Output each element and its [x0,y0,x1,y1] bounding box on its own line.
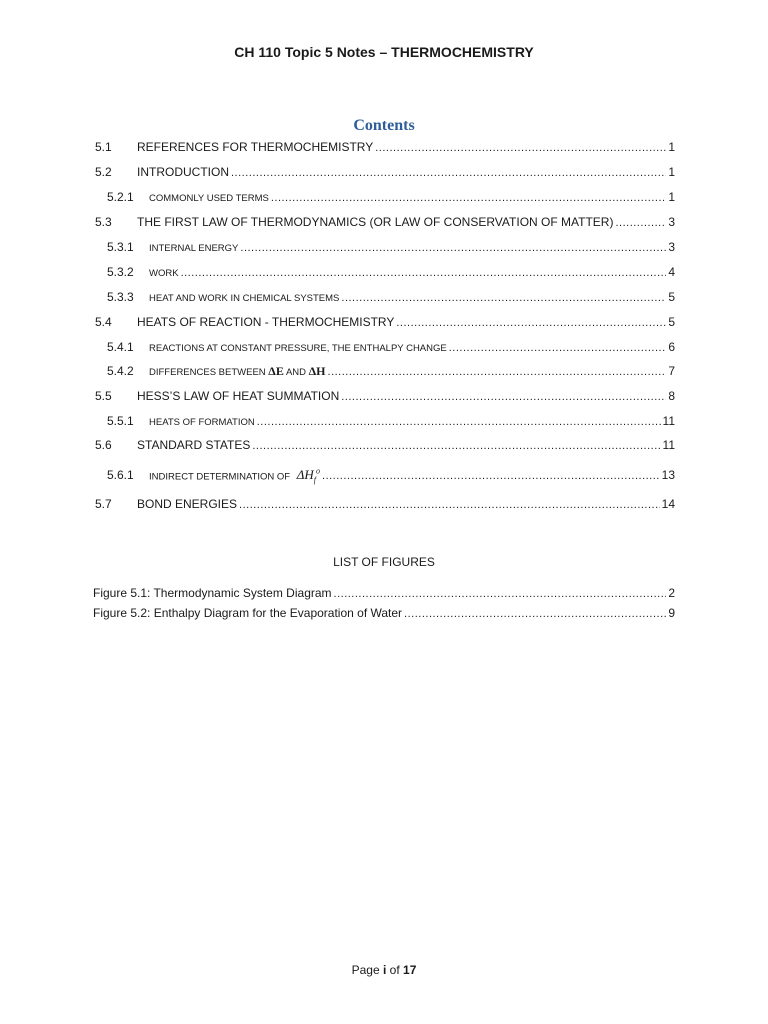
toc-number: 5.4.1 [107,340,134,354]
toc-leader [239,499,660,511]
toc-entry-5-7[interactable] [93,497,675,515]
toc-number: 5.2.1 [107,190,134,204]
toc-title: HESS’S LAW OF HEAT SUMMATION [137,389,340,403]
toc-number: 5.3.1 [107,240,134,254]
toc-leader [231,167,666,179]
toc-page: 7 [668,364,675,378]
toc-title-text: INDIRECT DETERMINATION OF [149,471,291,483]
toc-title: COMMONLY USED TERMS [149,193,269,204]
toc-title: REACTIONS AT CONSTANT PRESSURE, THE ENTHALPY CHANGE [149,343,447,354]
toc-leader [396,317,666,329]
toc-leader [257,416,661,428]
toc-title: REFERENCES FOR THERMOCHEMISTRY [137,140,374,154]
toc-leader [341,292,666,304]
toc-entry-5-6[interactable] [93,438,675,456]
delta-e-symbol: ΔE [268,364,284,378]
delta-h-formation-symbol: $\Delta H_f^o$ [296,467,321,485]
toc-page: 4 [668,265,675,279]
toc-entry-5-4-1[interactable] [93,340,675,358]
toc-title: WORK [149,268,179,279]
toc-entry-5-3-1[interactable] [93,240,675,258]
figure-page: 2 [668,586,675,600]
toc-number: 5.4.2 [107,364,134,378]
toc-leader [240,242,666,254]
figure-title: Figure 5.2: Enthalpy Diagram for the Evaporation of Water [93,606,403,620]
toc-number: 5.7 [95,497,112,511]
document-header: CH 110 Topic 5 Notes – THERMOCHEMISTRY [234,44,534,60]
toc-entry-5-2[interactable] [93,165,675,183]
figure-page: 9 [668,606,675,620]
footer-current-page: i [382,963,387,977]
toc-number: 5.5.1 [107,414,134,428]
toc-title: HEAT AND WORK IN CHEMICAL SYSTEMS [149,293,340,304]
toc-number: 5.2 [95,165,112,179]
toc-entry-5-6-1[interactable] [93,467,675,485]
toc-entry-5-2-1[interactable] [93,190,675,208]
toc-page: 14 [661,497,675,511]
toc-title: INTRODUCTION [137,165,229,179]
toc-entry-5-4-2[interactable] [93,364,675,382]
toc-entry-5-5-1[interactable] [93,414,675,432]
page-footer [0,963,768,977]
toc-page: 5 [668,315,675,329]
toc-leader [341,391,666,403]
toc-title: STANDARD STATES [137,438,251,452]
toc-entry-5-4[interactable] [93,315,675,333]
toc-leader [615,217,666,229]
toc-title: HEATS OF FORMATION [149,417,255,428]
toc-number: 5.5 [95,389,112,403]
toc-number: 5.3.3 [107,290,134,304]
toc-page: 1 [668,190,675,204]
toc-entry-5-5[interactable] [93,389,675,407]
delta-h-symbol: ΔH [308,364,326,378]
toc-entry-5-3-2[interactable] [93,265,675,283]
footer-prefix: Page [351,963,383,977]
footer-total-pages: 17 [403,963,417,977]
toc-page: 11 [662,438,675,452]
toc-leader [252,440,660,452]
figure-title: Figure 5.1: Thermodynamic System Diagram [93,586,332,600]
toc-leader [328,366,667,378]
toc-page: 1 [668,140,675,154]
toc-number: 5.6 [95,438,112,452]
toc-title: INTERNAL ENERGY [149,243,239,254]
toc-number: 5.4 [95,315,112,329]
toc-title-prefix: DIFFERENCES BETWEEN [149,367,266,378]
toc-title [149,467,320,485]
figure-leader [404,608,666,620]
toc-page: 13 [661,468,675,483]
toc-entry-5-3-3[interactable] [93,290,675,308]
figure-entry-5-2[interactable] [93,606,675,624]
toc-leader [322,470,660,482]
toc-leader [449,342,667,354]
toc-entry-5-1[interactable] [93,140,675,158]
toc-leader [375,142,666,154]
toc-page: 6 [668,340,675,354]
figure-entry-5-1[interactable] [93,586,675,604]
toc-page: 3 [668,215,675,229]
footer-middle: of [386,963,404,977]
toc-page: 1 [668,165,675,179]
toc-page: 3 [668,240,675,254]
toc-number: 5.3.2 [107,265,134,279]
toc-leader [271,192,666,204]
toc-title: HEATS OF REACTION - THERMOCHEMISTRY [137,315,395,329]
toc-entry-5-3[interactable] [93,215,675,233]
toc-number: 5.3 [95,215,112,229]
toc-page: 11 [662,414,675,428]
toc-title: THE FIRST LAW OF THERMODYNAMICS (OR LAW OF CONSERVATION OF MATTER) [137,215,614,229]
toc-number: 5.6.1 [107,468,134,483]
toc-page: 8 [668,389,675,403]
toc-title-mid: AND [285,367,307,378]
toc-title: BOND ENERGIES [137,497,238,511]
figure-leader [334,588,667,600]
toc-leader [181,267,667,279]
toc-title [149,364,326,379]
contents-heading: Contents [353,117,415,134]
toc-page: 5 [668,290,675,304]
list-of-figures-heading: LIST OF FIGURES [333,555,435,569]
toc-number: 5.1 [95,140,112,154]
